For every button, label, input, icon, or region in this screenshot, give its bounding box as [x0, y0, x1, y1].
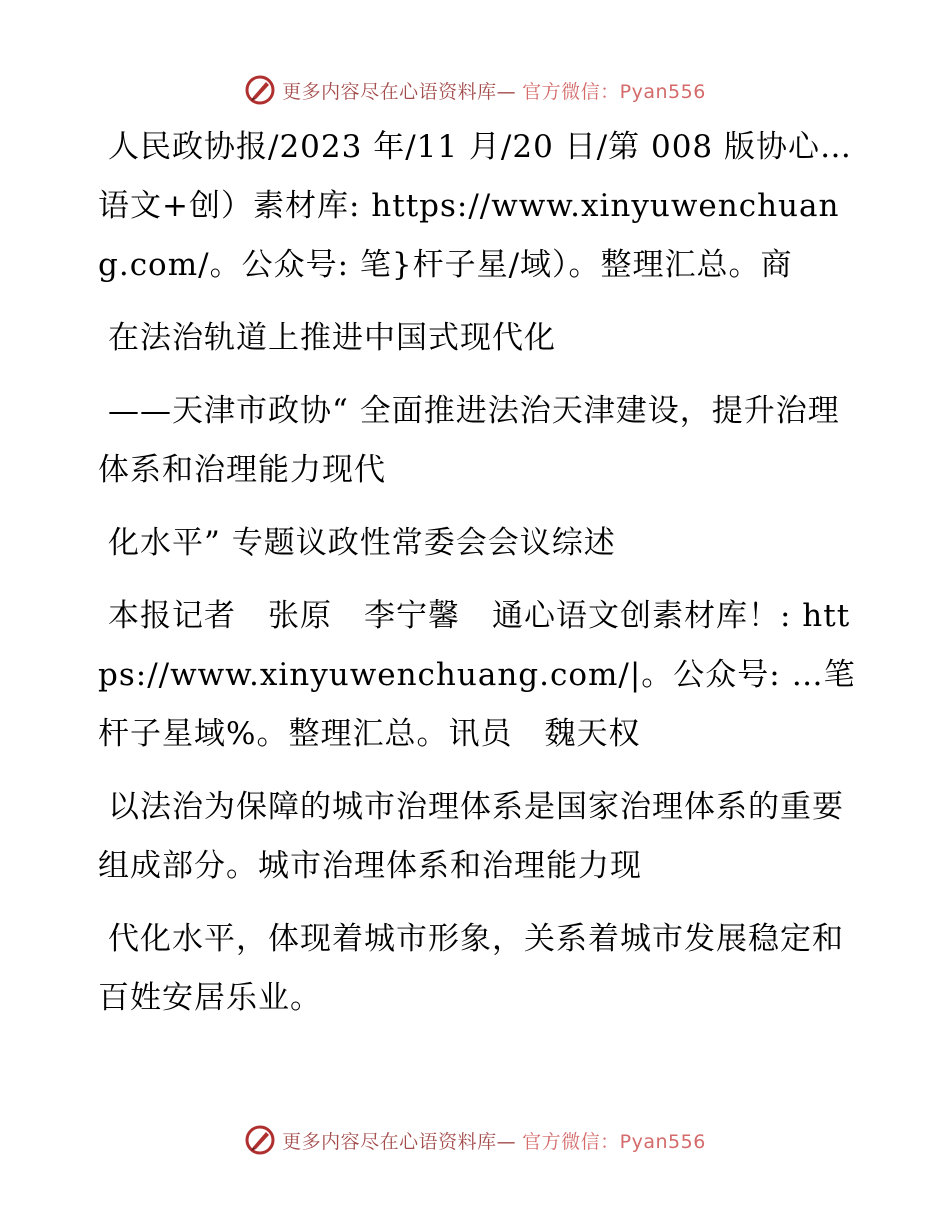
paragraph-body-1	[98, 778, 858, 896]
paragraph-subtitle-cont-text: 化水平” 专题议政性常委会会议综述	[108, 525, 616, 561]
document-body	[98, 118, 858, 1042]
paragraph-title	[98, 309, 858, 368]
paragraph-subtitle-cont	[98, 514, 858, 573]
paragraph-byline	[98, 587, 858, 764]
footer-wechat-text: 官方微信：Pyan556	[522, 1130, 706, 1153]
paragraph-subtitle-text: ——天津市政协“ 全面推进法治天津建设，提升治理体系和治理能力现代	[98, 393, 840, 488]
paragraph-subtitle	[98, 382, 858, 500]
paragraph-source-text: 人民政协报/2023 年/11 月/20 日/第 008 版协心…语文+创）素材库: https://www.xinyuwenchuang.com/。公众号: 笔}杆子星/域）。整理汇总。商	[98, 129, 853, 283]
pen-logo-icon	[244, 1124, 276, 1156]
paragraph-source	[98, 118, 858, 295]
pen-logo-icon	[244, 74, 276, 106]
paragraph-body-2-text: 代化水平，体现着城市形象，关系着城市发展稳定和百姓安居乐业。	[98, 921, 844, 1016]
paragraph-title-text: 在法治轨道上推进中国式现代化	[108, 320, 556, 356]
header-wechat-text: 官方微信：Pyan556	[522, 80, 706, 103]
header-watermark	[0, 70, 950, 110]
footer-watermark	[0, 1120, 950, 1160]
paragraph-byline-text: 本报记者 张原 李宁馨 通心语文创素材库！: https://www.xinyuwenchuang.com/|。公众号: …笔杆子星域%。整理汇总。讯员 魏天权	[98, 598, 856, 752]
paragraph-body-1-text: 以法治为保障的城市治理体系是国家治理体系的重要组成部分。城市治理体系和治理能力现	[98, 789, 844, 884]
header-site-text: 更多内容尽在心语资料库—	[282, 80, 517, 103]
footer-site-text: 更多内容尽在心语资料库—	[282, 1130, 517, 1153]
paragraph-body-2	[98, 910, 858, 1028]
